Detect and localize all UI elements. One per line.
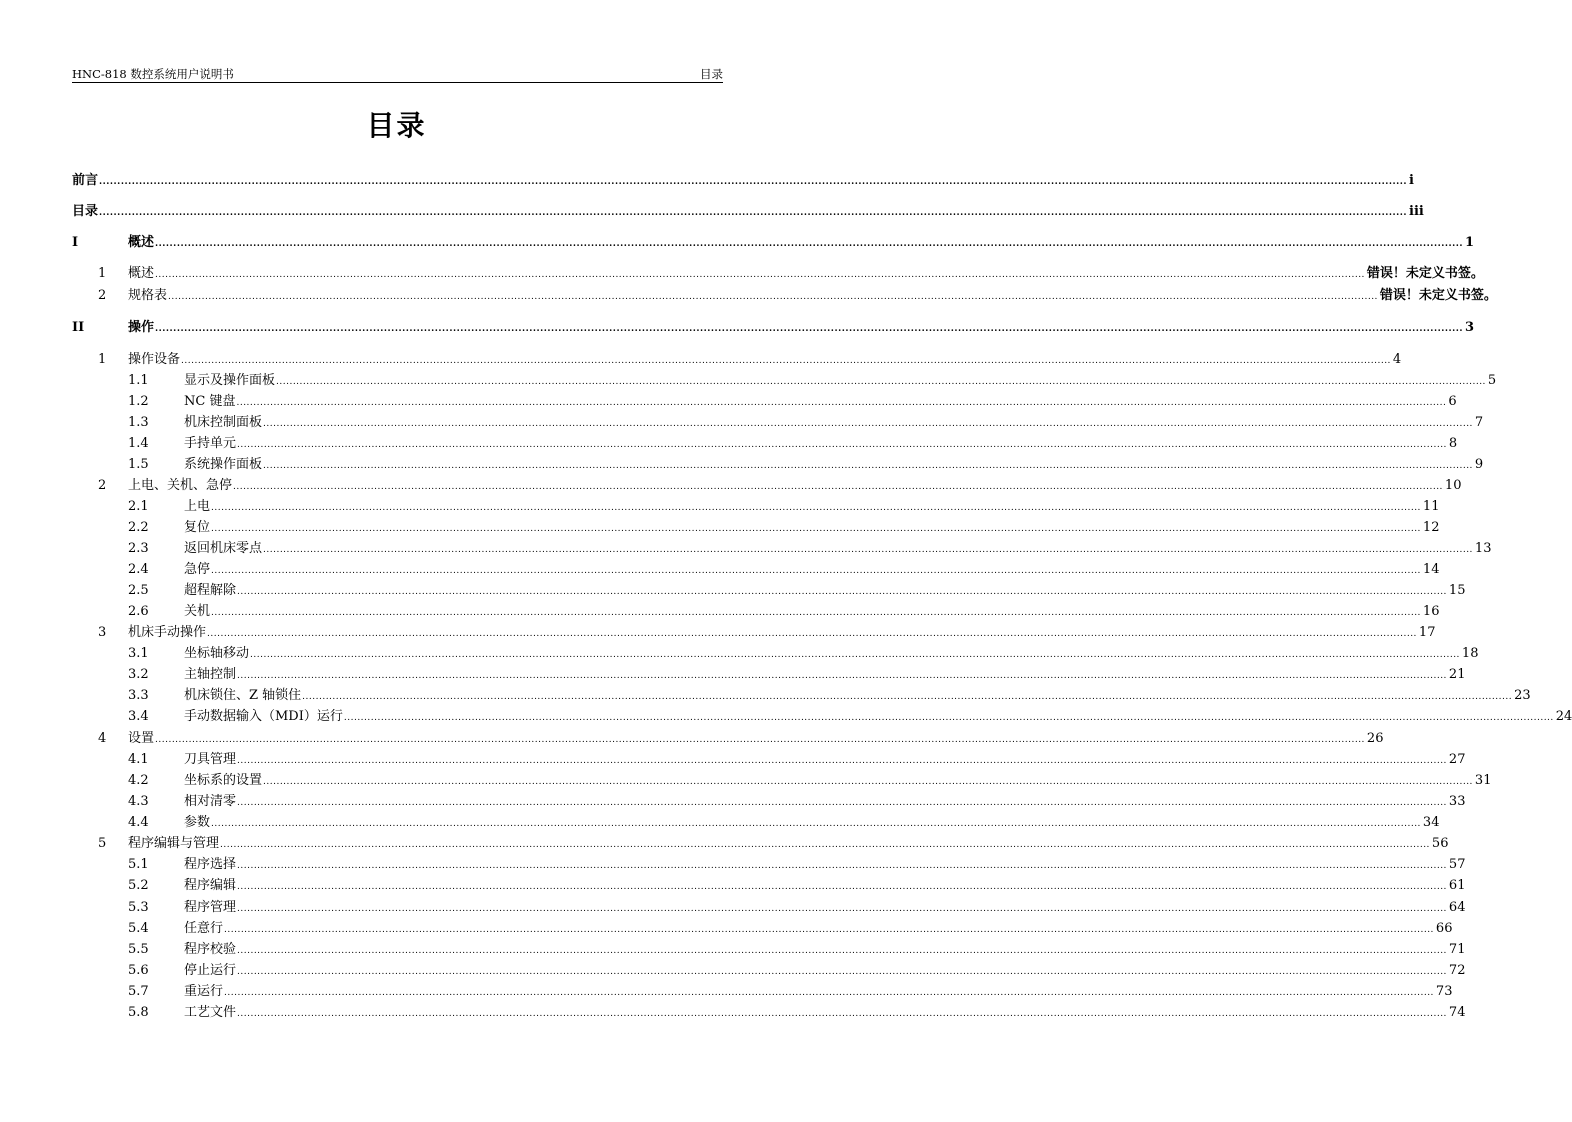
toc-entry-label: 机床手动操作 <box>128 625 207 640</box>
toc-chapter-entry[interactable] <box>72 730 1384 748</box>
toc-leader-dots: ........................................................................................................................................................................................................................................................................................................................................................................ <box>237 671 1447 681</box>
toc-entry-page: 10 <box>1444 478 1462 493</box>
toc-entry-number: 4 <box>98 731 107 746</box>
toc-entry-label: 系统操作面板 <box>184 457 263 472</box>
toc-leader-dots: ........................................................................................................................................................................................................................................................................................................................................................................ <box>237 1009 1447 1019</box>
toc-entry-label: 相对清零 <box>184 794 237 809</box>
toc-entry-label: 操作 <box>128 320 155 335</box>
toc-entry-label: 机床控制面板 <box>184 415 263 430</box>
toc-entry-label: 手动数据输入（MDI）运行 <box>184 709 343 724</box>
toc-entry-number: 5.3 <box>128 900 149 915</box>
toc-leader-dots: ........................................................................................................................................................................................................................................................................................................................................................................ <box>250 650 1460 660</box>
toc-section-entry[interactable] <box>72 498 1440 516</box>
toc-entry-number: 3.3 <box>128 688 149 703</box>
toc-section-entry[interactable] <box>72 941 1466 959</box>
toc-leader-dots: ........................................................................................................................................................................................................................................................................................................................................................................ <box>224 925 1434 935</box>
toc-entry-page: 26 <box>1366 731 1384 746</box>
toc-leader-dots: ........................................................................................................................................................................................................................................................................................................................................................................ <box>211 608 1421 618</box>
toc-entry-number: 3 <box>98 625 107 640</box>
toc-chapter-entry[interactable] <box>72 351 1402 369</box>
toc-section-entry[interactable] <box>72 393 1457 411</box>
toc-leader-dots: ........................................................................................................................................................................................................................................................................................................................................................................ <box>237 756 1447 766</box>
toc-section-entry[interactable] <box>72 772 1492 790</box>
toc-entry-number: 2 <box>98 478 107 493</box>
toc-section-entry[interactable] <box>72 920 1453 938</box>
page-header <box>72 64 723 83</box>
toc-leader-dots: ........................................................................................................................................................................................................................................................................................................................................................................ <box>263 545 1473 555</box>
toc-entry-page: 1 <box>1465 235 1475 250</box>
toc-entry-page: 31 <box>1474 773 1492 788</box>
toc-entry-label: 设置 <box>128 731 155 746</box>
toc-section-entry[interactable] <box>72 814 1440 832</box>
toc-entry-label: 工艺文件 <box>184 1005 237 1020</box>
toc-entry-number: 4.2 <box>128 773 149 788</box>
toc-entry-page: 71 <box>1448 942 1466 957</box>
toc-entry-label: 程序选择 <box>184 857 237 872</box>
toc-section-entry[interactable] <box>72 582 1466 600</box>
toc-entry-number: 4.1 <box>128 752 149 767</box>
toc-entry-number: 2.6 <box>128 604 149 619</box>
toc-section-entry[interactable] <box>72 645 1479 663</box>
toc-leader-dots: ........................................................................................................................................................................................................................................................................................................................................................................ <box>211 819 1421 829</box>
toc-entry-page: 4 <box>1392 352 1402 367</box>
toc-section-entry[interactable] <box>72 1004 1466 1022</box>
toc-entry-number: 2 <box>98 288 107 303</box>
toc-entry-number: 1 <box>98 266 107 281</box>
toc-leader-dots: ........................................................................................................................................................................................................................................................................................................................................................................ <box>237 967 1447 977</box>
toc-entry-number: 5.2 <box>128 878 149 893</box>
toc-entry-number: 5.7 <box>128 984 149 999</box>
toc-entry-page: 7 <box>1474 415 1484 430</box>
toc-entry-number: 5.4 <box>128 921 149 936</box>
toc-leader-dots: ........................................................................................................................................................................................................................................................................................................................................................................ <box>211 566 1421 576</box>
toc-entry-label: 复位 <box>184 520 211 535</box>
toc-entry-number: 5.8 <box>128 1005 149 1020</box>
toc-section-entry[interactable] <box>72 983 1453 1001</box>
toc-leader-dots: ........................................................................................................................................................................................................................................................................................................................................................................ <box>99 177 1408 187</box>
toc-entry-page: 66 <box>1435 921 1453 936</box>
toc-chapter-entry[interactable] <box>72 835 1449 853</box>
toc-leader-dots: ........................................................................................................................................................................................................................................................................................................................................................................ <box>211 524 1421 534</box>
toc-leader-dots: ........................................................................................................................................................................................................................................................................................................................................................................ <box>237 882 1447 892</box>
toc-entry-number: 2.5 <box>128 583 149 598</box>
toc-leader-dots: ........................................................................................................................................................................................................................................................................................................................................................................ <box>237 798 1447 808</box>
toc-entry-number: 5.6 <box>128 963 149 978</box>
toc-entry-page: 17 <box>1418 625 1436 640</box>
toc-entry-label: 坐标轴移动 <box>184 646 250 661</box>
toc-entry-page: 23 <box>1514 688 1531 703</box>
toc-entry-label: 目录 <box>72 204 99 219</box>
toc-entry-label: 停止运行 <box>184 963 237 978</box>
toc-entry-number: I <box>72 235 79 250</box>
toc-section-entry[interactable] <box>72 708 1572 726</box>
toc-entry-number: 3.4 <box>128 709 149 724</box>
toc-chapter-entry[interactable] <box>72 287 1497 305</box>
toc-entry-page: i <box>1409 173 1414 188</box>
toc-section-entry[interactable] <box>72 962 1466 980</box>
toc-section-entry[interactable] <box>72 456 1484 474</box>
toc-entry-number: 1.4 <box>128 436 149 451</box>
toc-leader-dots: ........................................................................................................................................................................................................................................................................................................................................................................ <box>237 587 1447 597</box>
toc-entry-number: 5.5 <box>128 942 149 957</box>
toc-entry-page: 34 <box>1422 815 1440 830</box>
toc-entry-page: 74 <box>1448 1005 1466 1020</box>
toc-entry-page: 33 <box>1448 794 1466 809</box>
toc-entry-number: 1.3 <box>128 415 149 430</box>
toc-entry-number: 2.4 <box>128 562 149 577</box>
toc-entry-number: 4.4 <box>128 815 149 830</box>
page-title: 目录 <box>366 109 427 142</box>
toc-section-entry[interactable] <box>72 603 1440 621</box>
toc-entry-label: NC 键盘 <box>184 394 236 409</box>
toc-entry-number: 1.2 <box>128 394 149 409</box>
toc-leader-dots: ........................................................................................................................................................................................................................................................................................................................................................................ <box>155 735 1365 745</box>
toc-section-entry[interactable] <box>72 561 1440 579</box>
toc-leader-dots: ........................................................................................................................................................................................................................................................................................................................................................................ <box>155 324 1464 334</box>
toc-chapter-entry[interactable] <box>72 477 1462 495</box>
toc-entry[interactable] <box>72 172 1414 190</box>
toc-entry-label: 程序管理 <box>184 900 237 915</box>
toc-leader-dots: ........................................................................................................................................................................................................................................................................................................................................................................ <box>233 482 1443 492</box>
toc-leader-dots: ........................................................................................................................................................................................................................................................................................................................................................................ <box>236 398 1447 408</box>
toc-part-entry[interactable] <box>72 319 1475 337</box>
toc-entry-page: 5 <box>1487 373 1497 388</box>
toc-leader-dots: ........................................................................................................................................................................................................................................................................................................................................................................ <box>263 461 1473 471</box>
toc-entry-label: 概述 <box>128 266 155 281</box>
toc-leader-dots: ........................................................................................................................................................................................................................................................................................................................................................................ <box>220 840 1430 850</box>
toc-entry-page: 6 <box>1448 394 1457 409</box>
toc-entry-label: 显示及操作面板 <box>184 373 276 388</box>
toc-entry-page: 14 <box>1422 562 1440 577</box>
toc-entry-number: 1 <box>98 352 107 367</box>
toc-entry-label: 急停 <box>184 562 211 577</box>
toc-entry-number: 1.1 <box>128 373 149 388</box>
toc-entry-label: 概述 <box>128 235 155 250</box>
toc-leader-dots: ........................................................................................................................................................................................................................................................................................................................................................................ <box>237 440 1447 450</box>
toc-section-entry[interactable] <box>72 899 1466 917</box>
toc-entry-number: 2.3 <box>128 541 149 556</box>
toc-entry-number: 3.2 <box>128 667 149 682</box>
toc-entry-page: 9 <box>1474 457 1484 472</box>
toc-entry-label: 前言 <box>72 173 99 188</box>
toc-entry-number: 1.5 <box>128 457 149 472</box>
toc-leader-dots: ........................................................................................................................................................................................................................................................................................................................................................................ <box>263 419 1473 429</box>
toc-leader-dots: ........................................................................................................................................................................................................................................................................................................................................................................ <box>168 292 1378 302</box>
toc-section-entry[interactable] <box>72 793 1466 811</box>
toc-leader-dots: ........................................................................................................................................................................................................................................................................................................................................................................ <box>181 356 1391 366</box>
toc-entry[interactable] <box>72 203 1424 221</box>
toc-section-entry[interactable] <box>72 372 1497 390</box>
toc-entry-page: 72 <box>1448 963 1466 978</box>
toc-section-entry[interactable] <box>72 435 1458 453</box>
toc-section-entry[interactable] <box>72 856 1466 874</box>
toc-entry-page: iii <box>1409 204 1424 219</box>
toc-entry-label: 机床锁住、Z 轴锁住 <box>184 688 302 703</box>
toc-leader-dots: ........................................................................................................................................................................................................................................................................................................................................................................ <box>99 208 1408 218</box>
toc-section-entry[interactable] <box>72 519 1440 537</box>
toc-leader-dots: ........................................................................................................................................................................................................................................................................................................................................................................ <box>263 777 1473 787</box>
toc-entry-label: 参数 <box>184 815 211 830</box>
toc-leader-dots: ........................................................................................................................................................................................................................................................................................................................................................................ <box>211 503 1421 513</box>
toc-leader-dots: ........................................................................................................................................................................................................................................................................................................................................................................ <box>237 861 1447 871</box>
toc-entry-page: 21 <box>1448 667 1466 682</box>
toc-entry-page: 61 <box>1448 878 1466 893</box>
toc-entry-page: 错误！未定义书签。 <box>1379 288 1497 303</box>
header-section-title: 目录 <box>700 67 723 81</box>
toc-section-entry[interactable] <box>72 687 1531 705</box>
toc-entry-page: 73 <box>1435 984 1453 999</box>
toc-entry-label: 操作设备 <box>128 352 181 367</box>
toc-entry-number: 5 <box>98 836 107 851</box>
toc-entry-page: 18 <box>1461 646 1479 661</box>
toc-section-entry[interactable] <box>72 414 1484 432</box>
toc-entry-page: 27 <box>1448 752 1466 767</box>
toc-entry-number: 2.1 <box>128 499 149 514</box>
toc-entry-label: 上电、关机、急停 <box>128 478 233 493</box>
toc-leader-dots: ........................................................................................................................................................................................................................................................................................................................................................................ <box>343 713 1554 723</box>
toc-leader-dots: ........................................................................................................................................................................................................................................................................................................................................................................ <box>237 946 1447 956</box>
toc-entry-page: 57 <box>1448 857 1466 872</box>
toc-entry-label: 手持单元 <box>184 436 237 451</box>
toc-part-entry[interactable] <box>72 234 1475 252</box>
toc-entry-label: 坐标系的设置 <box>184 773 263 788</box>
toc-entry-label: 程序校验 <box>184 942 237 957</box>
toc-entry-label: 重运行 <box>184 984 224 999</box>
toc-entry-number: 5.1 <box>128 857 149 872</box>
toc-entry-number: 3.1 <box>128 646 149 661</box>
toc-leader-dots: ........................................................................................................................................................................................................................................................................................................................................................................ <box>224 988 1434 998</box>
toc-entry-number: II <box>72 320 85 335</box>
toc-leader-dots: ........................................................................................................................................................................................................................................................................................................................................................................ <box>237 904 1447 914</box>
toc-entry-page: 11 <box>1422 499 1440 514</box>
toc-entry-page: 3 <box>1465 320 1475 335</box>
toc-section-entry[interactable] <box>72 751 1466 769</box>
toc-leader-dots: ........................................................................................................................................................................................................................................................................................................................................................................ <box>155 270 1365 280</box>
toc-entry-number: 2.2 <box>128 520 149 535</box>
toc-entry-label: 超程解除 <box>184 583 237 598</box>
toc-leader-dots: ........................................................................................................................................................................................................................................................................................................................................................................ <box>155 239 1464 249</box>
toc-section-entry[interactable] <box>72 666 1466 684</box>
toc-section-entry[interactable] <box>72 877 1466 895</box>
toc-section-entry[interactable] <box>72 540 1492 558</box>
toc-entry-page: 13 <box>1474 541 1492 556</box>
toc-entry-label: 关机 <box>184 604 211 619</box>
toc-entry-page: 15 <box>1448 583 1466 598</box>
toc-entry-label: 程序编辑与管理 <box>128 836 220 851</box>
toc-entry-page: 8 <box>1448 436 1458 451</box>
toc-entry-page: 错误！未定义书签。 <box>1366 266 1484 281</box>
toc-entry-number: 4.3 <box>128 794 149 809</box>
toc-leader-dots: ........................................................................................................................................................................................................................................................................................................................................................................ <box>207 629 1417 639</box>
toc-entry-page: 16 <box>1422 604 1440 619</box>
toc-leader-dots: ........................................................................................................................................................................................................................................................................................................................................................................ <box>302 692 1513 702</box>
toc-entry-label: 返回机床零点 <box>184 541 263 556</box>
toc-chapter-entry[interactable] <box>72 265 1484 283</box>
toc-chapter-entry[interactable] <box>72 624 1436 642</box>
header-document-title: HNC-818 数控系统用户说明书 <box>72 67 234 81</box>
toc-entry-label: 主轴控制 <box>184 667 237 682</box>
toc-entry-page: 24 <box>1555 709 1572 724</box>
toc-entry-page: 12 <box>1422 520 1440 535</box>
toc-entry-label: 上电 <box>184 499 211 514</box>
toc-entry-label: 任意行 <box>184 921 224 936</box>
toc-entry-label: 规格表 <box>128 288 168 303</box>
toc-entry-label: 程序编辑 <box>184 878 237 893</box>
toc-entry-page: 64 <box>1448 900 1466 915</box>
toc-entry-page: 56 <box>1431 836 1449 851</box>
toc-entry-label: 刀具管理 <box>184 752 237 767</box>
toc-leader-dots: ........................................................................................................................................................................................................................................................................................................................................................................ <box>276 377 1486 387</box>
